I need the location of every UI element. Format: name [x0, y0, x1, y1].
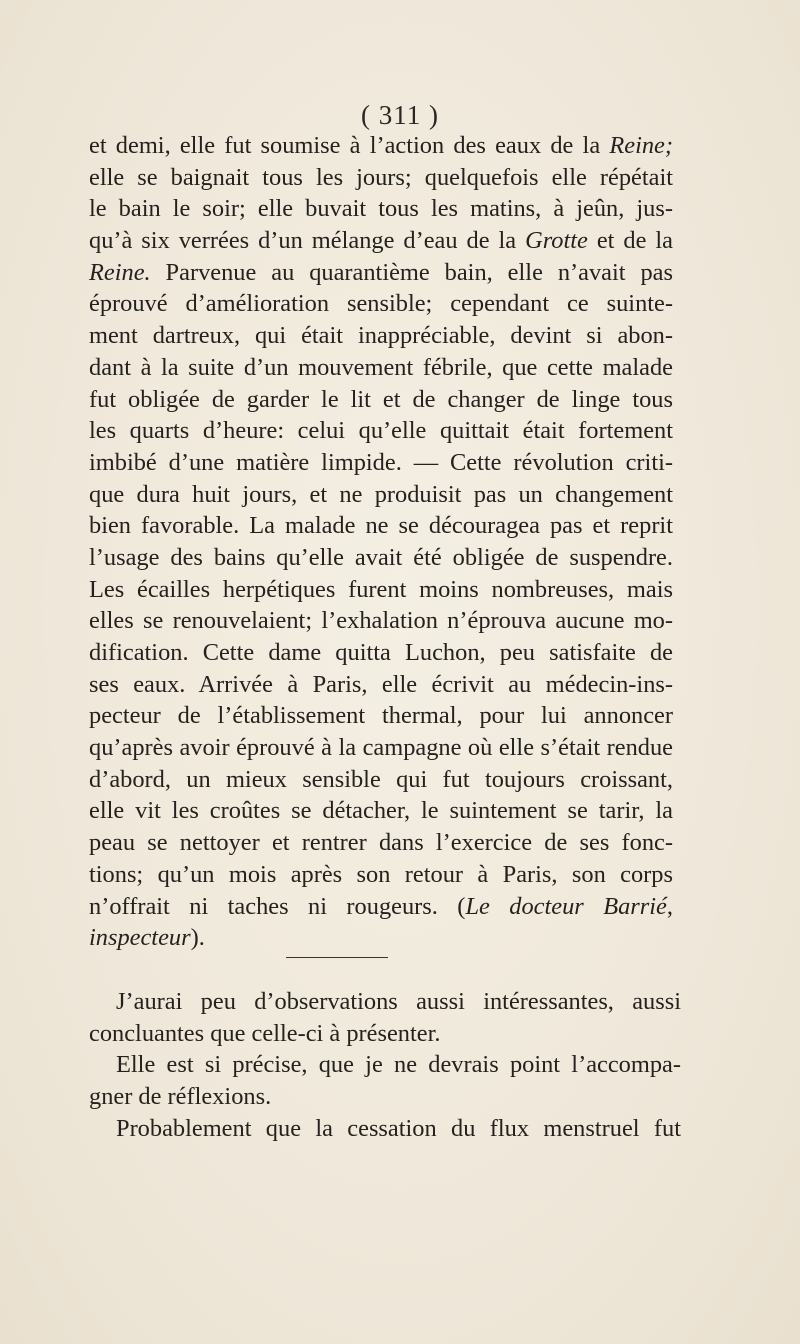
text-run: ment dartreux, qui était inappréciable, devint si abon- [89, 322, 673, 350]
text-line [89, 1049, 681, 1081]
text-line [89, 605, 673, 637]
text-run: bien favorable. La malade ne se découragea pas et reprit [89, 512, 673, 540]
text-line [89, 225, 673, 257]
text-line [89, 510, 673, 542]
text-run: ). [190, 924, 205, 952]
text-line [89, 764, 673, 796]
text-run: qu’après avoir éprouvé à la campagne où elle s’était rendue [89, 734, 673, 762]
text-line [89, 732, 673, 764]
italic-text: inspecteur [89, 924, 191, 952]
text-line [89, 384, 673, 416]
text-line [89, 827, 673, 859]
italic-text: Le docteur Barrié [465, 892, 667, 920]
text-run: tions; qu’un mois après son retour à Paris, son corps [89, 860, 673, 888]
text-run: qu’à six verrées d’un mélange d’eau de la [89, 227, 526, 255]
text-run: dification. Cette dame quitta Luchon, peu satisfaite de [89, 639, 673, 666]
text-line [89, 1113, 681, 1145]
text-run: n’offrait ni taches ni rougeurs. ( [89, 892, 466, 920]
text-line [89, 1018, 681, 1050]
text-run: peau se nettoyer et rentrer dans l’exercice de ses fonc- [89, 829, 673, 857]
text-run: elles se renouvelaient; l’exhalation n’éprouva aucune mo- [89, 607, 673, 635]
paragraph-observation [89, 130, 673, 954]
italic-text: Grotte [525, 227, 588, 255]
text-run: que dura huit jours, et ne produisit pas un changement [89, 480, 673, 508]
text-run: d’abord, un mieux sensible qui fut toujours croissant, [89, 765, 673, 793]
text-line [89, 574, 673, 606]
text-line [89, 162, 673, 194]
text-run: , [666, 892, 673, 920]
text-line [89, 542, 673, 574]
text-line [89, 922, 673, 954]
text-run: éprouvé d’amélioration sensible; cependant ce suinte- [89, 290, 673, 318]
text-run: Parvenue au quarantième bain, elle n’avait pas [150, 258, 673, 286]
paragraph-commentary [89, 986, 681, 1144]
text-line [89, 257, 673, 289]
text-line [89, 700, 673, 732]
text-run: et de la [587, 227, 673, 255]
text-run: les quarts d’heure: celui qu’elle quittait était fortement [89, 417, 673, 445]
text-line [89, 795, 673, 827]
text-run: et demi, elle fut soumise à l’action des eaux de la [89, 132, 610, 159]
text-line [89, 1081, 681, 1113]
text-line [89, 130, 673, 162]
text-line [89, 859, 673, 891]
text-line [89, 891, 673, 923]
text-line [89, 479, 673, 511]
text-line [89, 352, 673, 384]
text-run: elle se baignait tous les jours; quelquefois elle répétait [89, 163, 673, 191]
text-line [89, 320, 673, 352]
italic-text: Reine; [609, 132, 673, 159]
text-line [89, 288, 673, 320]
text-run: pecteur de l’établissement thermal, pour lui annoncer [89, 702, 673, 730]
text-line [89, 986, 681, 1018]
text-run: fut obligée de garder le lit et de changer de linge tous [89, 385, 673, 413]
text-run: J’aurai peu d’observations aussi intéressantes, aussi [116, 988, 681, 1015]
page-number: ( 311 ) [361, 100, 439, 130]
text-run: Elle est si précise, que je ne devrais point l’accompa- [116, 1051, 681, 1079]
text-run: l’usage des bains qu’elle avait été obligée de suspendre. [89, 543, 673, 571]
text-run: Les écailles herpétiques furent moins nombreuses, mais [89, 575, 673, 603]
text-run: imbibé d’une matière limpide. — Cette révolution criti- [89, 448, 673, 476]
text-line [89, 415, 673, 447]
text-run: Probablement que la cessation du flux menstruel fut [116, 1114, 681, 1142]
text-line [89, 637, 673, 669]
text-run: concluantes que celle-ci à présenter. [89, 1019, 441, 1047]
text-run: ses eaux. Arrivée à Paris, elle écrivit au médecin-ins- [89, 670, 673, 698]
italic-text: Reine. [89, 258, 151, 286]
text-run: elle vit les croûtes se détacher, le suintement se tarir, la [89, 797, 673, 825]
text-line [89, 447, 673, 479]
text-run: dant à la suite d’un mouvement fébrile, que cette malade [89, 353, 673, 381]
text-line [89, 193, 673, 225]
text-run: le bain le soir; elle buvait tous les matins, à jeûn, jus- [89, 195, 673, 223]
text-run: gner de réflexions. [89, 1083, 272, 1111]
text-line [89, 669, 673, 701]
section-divider-rule [286, 957, 388, 958]
